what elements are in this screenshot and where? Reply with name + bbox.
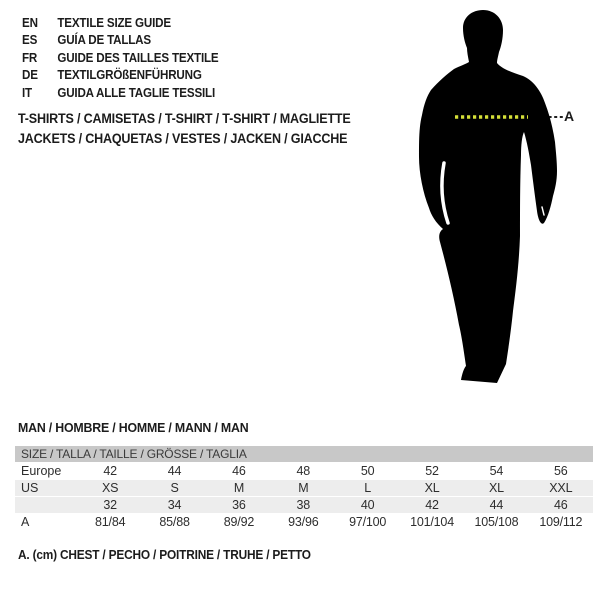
size-cell: 109/112 xyxy=(539,515,583,529)
table-row xyxy=(15,514,593,530)
measurement-footnote: A. (cm) CHEST / PECHO / POITRINE / TRUHE / PETTO xyxy=(18,548,311,562)
size-cell: XL xyxy=(488,481,504,495)
size-cell: 85/88 xyxy=(159,515,190,529)
language-row xyxy=(22,15,218,32)
language-code: IT xyxy=(22,85,32,100)
table-row xyxy=(15,480,593,496)
size-cell: 52 xyxy=(425,464,439,478)
category-list xyxy=(18,109,376,148)
size-cell: 44 xyxy=(489,498,504,512)
row-label xyxy=(15,497,78,513)
row-label: A xyxy=(21,515,30,529)
size-cell: 42 xyxy=(425,498,439,512)
size-cell: 34 xyxy=(167,498,182,512)
size-cell: 89/92 xyxy=(223,515,255,529)
size-cell: 48 xyxy=(296,464,311,478)
category-line-jackets: JACKETS / CHAQUETAS / VESTES / JACKEN / GIACCHE xyxy=(18,130,348,146)
size-cell: 42 xyxy=(103,464,117,478)
size-cell: 38 xyxy=(296,498,311,512)
language-row xyxy=(22,85,218,102)
language-row xyxy=(22,32,218,49)
language-label: TEXTILGRÖßENFÜHRUNG xyxy=(57,68,202,83)
language-row xyxy=(22,67,218,84)
table-row xyxy=(15,497,593,513)
size-cell: 46 xyxy=(232,464,246,478)
language-label: GUÍA DE TALLAS xyxy=(57,33,151,48)
size-cell: XL xyxy=(424,481,440,495)
size-cell: 105/108 xyxy=(474,515,519,529)
table-row xyxy=(15,463,593,479)
size-table-body xyxy=(15,463,593,530)
size-table xyxy=(15,446,593,531)
language-list xyxy=(22,15,233,102)
size-cell: 50 xyxy=(360,464,375,478)
size-cell: S xyxy=(170,481,179,495)
language-code: ES xyxy=(22,33,38,48)
size-cell: 32 xyxy=(103,498,117,512)
size-cell: M xyxy=(233,481,245,495)
language-code: EN xyxy=(22,16,38,30)
size-cell: 81/84 xyxy=(95,515,126,529)
category-line-tshirts: T-SHIRTS / CAMISETAS / T-SHIRT / T-SHIRT / MAGLIETTE xyxy=(18,111,351,126)
language-code: FR xyxy=(22,50,38,65)
size-table-header: SIZE / TALLA / TAILLE / GRÖSSE / TAGLIA xyxy=(15,446,593,462)
language-label: GUIDE DES TAILLES TEXTILE xyxy=(57,50,219,65)
row-label: Europe xyxy=(21,464,62,478)
language-row xyxy=(22,50,218,67)
language-label: TEXTILE SIZE GUIDE xyxy=(57,16,171,30)
size-cell: XXL xyxy=(549,481,573,495)
size-cell: 36 xyxy=(232,498,246,512)
size-cell: XS xyxy=(102,481,119,495)
size-cell: 44 xyxy=(167,464,182,478)
measure-label-a: A xyxy=(564,108,575,124)
size-cell: M xyxy=(298,481,309,495)
man-silhouette-shape xyxy=(419,10,557,383)
size-cell: 54 xyxy=(489,464,504,478)
man-silhouette xyxy=(410,5,575,390)
size-cell: L xyxy=(364,481,372,495)
language-label: GUIDA ALLE TAGLIE TESSILI xyxy=(57,85,216,100)
language-code: DE xyxy=(22,68,38,83)
size-cell: 101/104 xyxy=(410,515,454,529)
size-cell: 56 xyxy=(554,464,568,478)
size-cell: 97/100 xyxy=(349,515,387,529)
gender-heading: MAN / HOMBRE / HOMME / MANN / MAN xyxy=(18,420,249,435)
row-label: US xyxy=(21,481,39,495)
size-cell: 93/96 xyxy=(288,515,319,529)
size-cell: 46 xyxy=(554,498,568,512)
size-cell: 40 xyxy=(360,498,375,512)
